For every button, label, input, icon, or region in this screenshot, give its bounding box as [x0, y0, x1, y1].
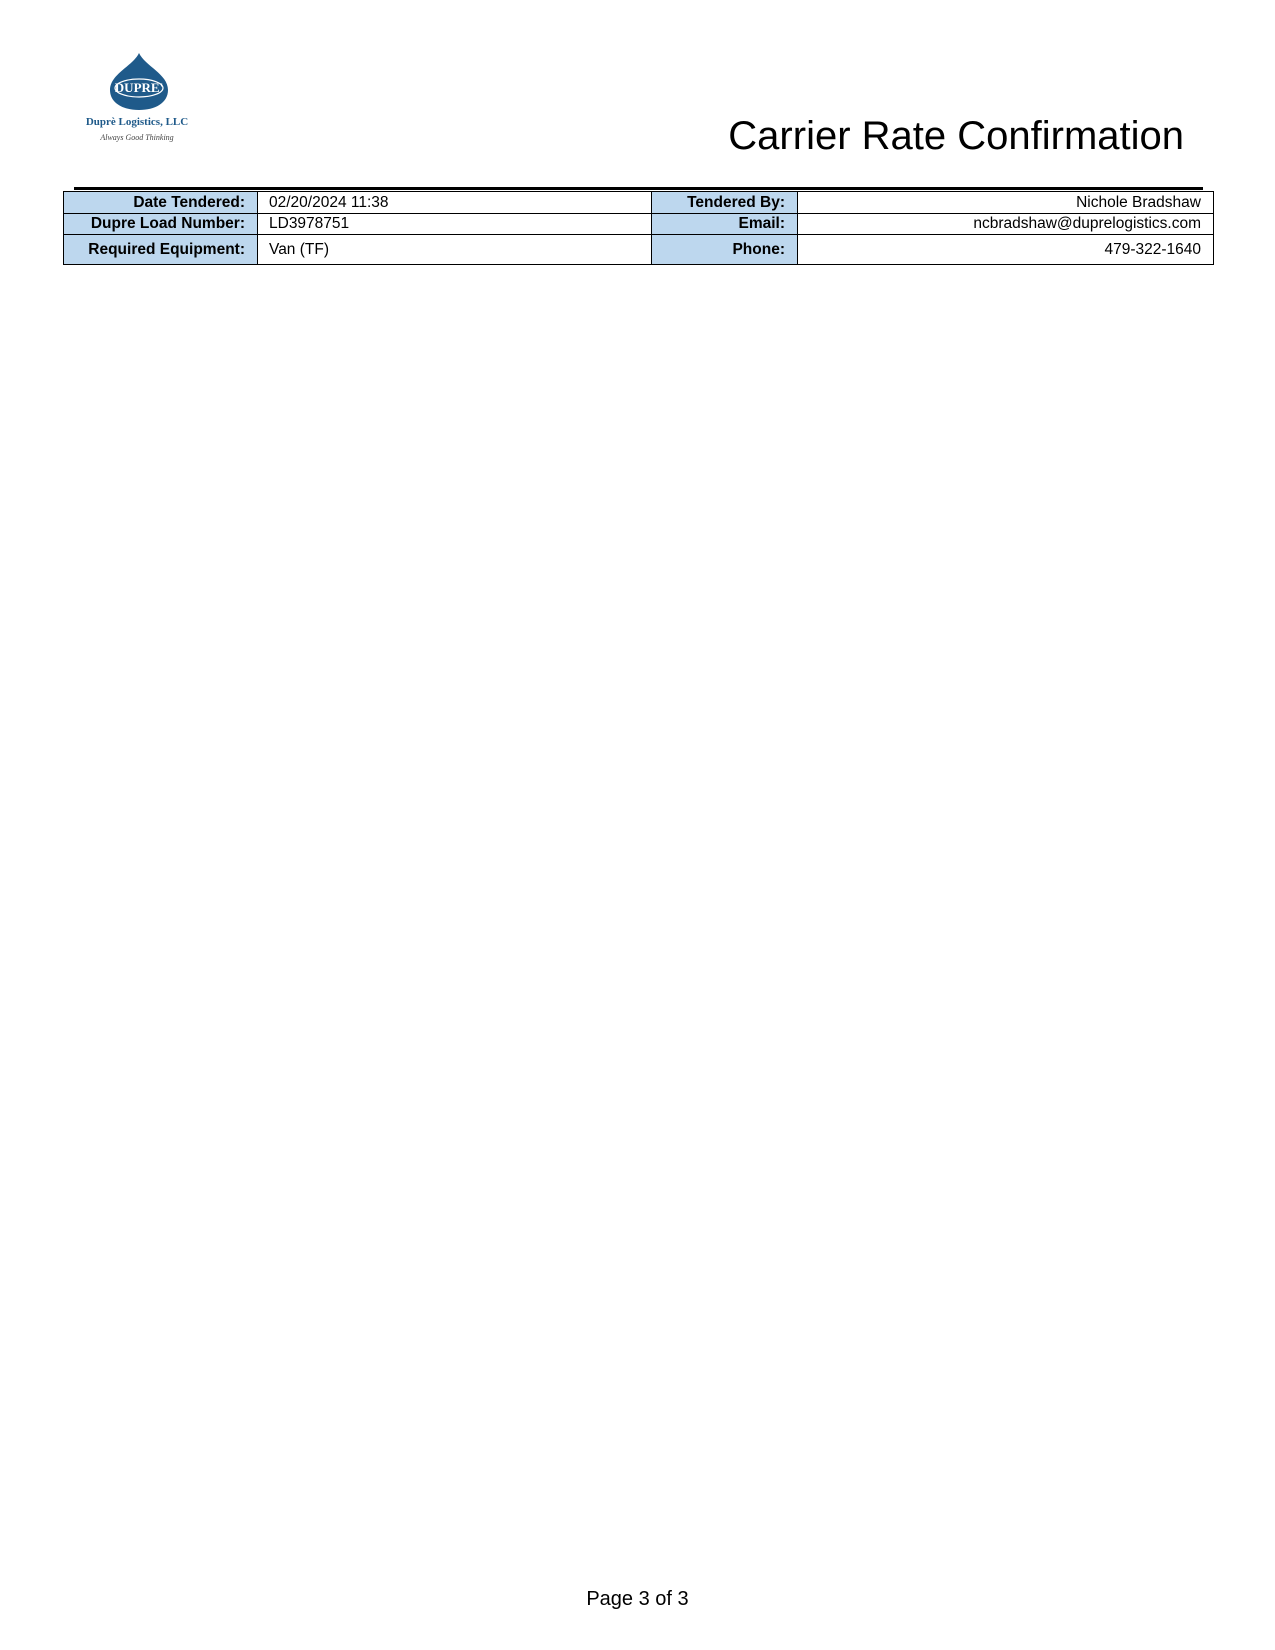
table-row [64, 192, 1214, 214]
svg-text:Always Good Thinking: Always Good Thinking [100, 133, 174, 142]
table-row [64, 235, 1214, 265]
title-divider [74, 187, 1203, 190]
phone-label: Phone: [652, 235, 798, 265]
phone-value: 479-322-1640 [798, 235, 1214, 265]
date-tendered-label: Date Tendered: [64, 192, 258, 214]
load-number-label: Dupre Load Number: [64, 214, 258, 235]
tendered-by-value: Nichole Bradshaw [798, 192, 1214, 214]
company-logo [82, 52, 198, 144]
load-header-table [63, 191, 1214, 265]
dupre-drop-logo-icon [82, 52, 198, 144]
equipment-value: Van (TF) [258, 235, 652, 265]
email-label: Email: [652, 214, 798, 235]
svg-text:DUPRE': DUPRE' [114, 80, 164, 95]
table-row [64, 214, 1214, 235]
date-tendered-value: 02/20/2024 11:38 [258, 192, 652, 214]
page-number: Page 3 of 3 [586, 1588, 689, 1610]
equipment-label: Required Equipment: [64, 235, 258, 265]
tendered-by-label: Tendered By: [652, 192, 798, 214]
load-number-value: LD3978751 [258, 214, 652, 235]
svg-text:Duprè Logistics, LLC: Duprè Logistics, LLC [85, 116, 189, 128]
document-title: Carrier Rate Confirmation [728, 114, 1184, 158]
email-value: ncbradshaw@duprelogistics.com [798, 214, 1214, 235]
